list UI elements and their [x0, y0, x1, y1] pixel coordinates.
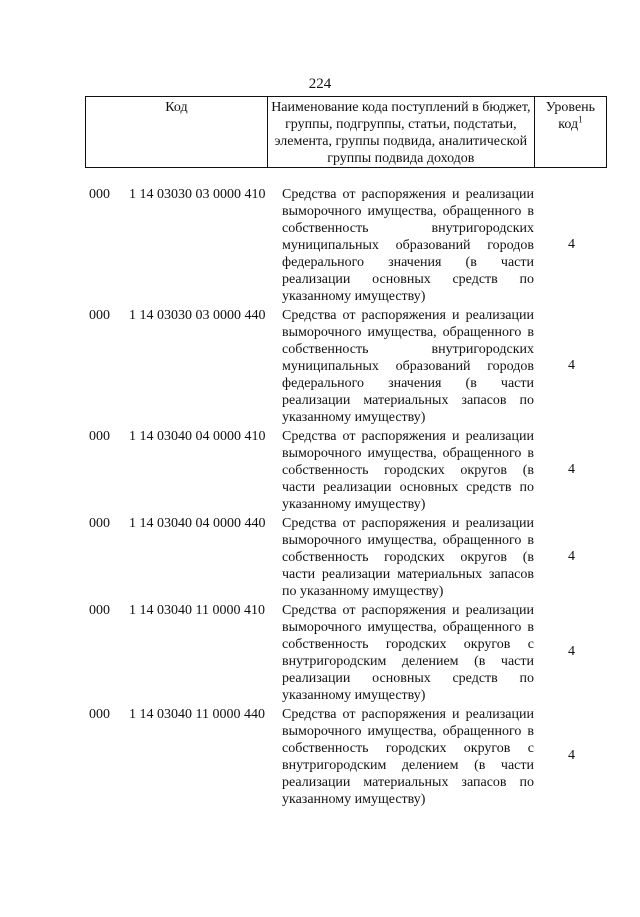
row-name	[282, 513, 534, 600]
row-name-line: по указанному имуществу)	[282, 584, 444, 599]
row-name-line: части реализации основных средств по	[282, 480, 534, 495]
row-name-line: выморочного имущества, обращенного в	[282, 446, 534, 461]
row-name-line: указанному имуществу)	[282, 410, 426, 425]
row-name-line: Средства от распоряжения и реализации	[282, 429, 534, 444]
row-name-line: собственность внутригородских	[282, 342, 534, 357]
row-name-line: выморочного имущества, обращенного в	[282, 325, 534, 340]
row-level: 4	[568, 548, 575, 564]
row-name-line: федерального значения (в части	[282, 255, 534, 270]
row-name-line: собственность городских округов с	[282, 637, 534, 652]
header-level-footnote: 1	[578, 114, 583, 125]
row-level: 4	[568, 748, 575, 763]
row-name-line: собственность внутригородских	[282, 221, 534, 236]
table-row	[85, 704, 607, 808]
row-level: 4	[568, 461, 575, 477]
row-level: 4	[568, 236, 575, 252]
table-row	[85, 600, 607, 704]
row-code: 1 14 03030 03 0000 440	[129, 308, 266, 323]
row-code-prefix: 000	[89, 603, 110, 618]
table-row	[85, 426, 607, 513]
row-name-line: Средства от распоряжения и реализации	[282, 308, 534, 323]
row-name	[282, 426, 534, 513]
row-code-prefix: 000	[89, 516, 110, 531]
table-row	[85, 184, 607, 305]
row-name-line: указанному имуществу)	[282, 688, 426, 703]
row-name-line: собственность городских округов (в	[282, 463, 534, 478]
row-name-line: федерального значения (в части	[282, 376, 534, 391]
row-name-line: Средства от распоряжения и реализации	[282, 187, 534, 202]
row-name-line: внутригородским делением (в части	[282, 654, 534, 669]
header-level	[534, 97, 606, 168]
row-name-line: реализации основных средств по	[282, 272, 534, 287]
row-name-line: Средства от распоряжения и реализации	[282, 603, 534, 618]
row-name-line: муниципальных образований городов	[282, 238, 534, 253]
row-name	[282, 600, 534, 704]
row-name-line: указанному имуществу)	[282, 497, 426, 512]
header-row	[86, 97, 607, 168]
revenue-code-list	[85, 184, 607, 808]
table-row	[85, 305, 607, 426]
row-code: 1 14 03040 04 0000 440	[129, 516, 266, 531]
row-name-line: реализации материальных запасов по	[282, 775, 534, 790]
header-code: Код	[86, 97, 268, 168]
row-name	[282, 305, 534, 426]
row-code: 1 14 03040 11 0000 440	[129, 707, 265, 722]
row-name	[282, 184, 534, 305]
row-name-line: выморочного имущества, обращенного в	[282, 533, 534, 548]
row-name-line: выморочного имущества, обращенного в	[282, 620, 534, 635]
table-row	[85, 513, 607, 600]
header-table	[85, 96, 607, 168]
row-name-line: реализации основных средств по	[282, 671, 534, 686]
header-name: Наименование кода поступлений в бюджет, группы, подгруппы, статьи, подстатьи, элемента, группы подвида, аналитической группы подвида доходов	[267, 97, 534, 168]
row-name-line: Средства от распоряжения и реализации	[282, 707, 534, 722]
row-level: 4	[568, 357, 575, 373]
row-name-line: собственность городских округов (в	[282, 550, 534, 565]
row-code-prefix: 000	[89, 308, 110, 323]
row-name-line: выморочного имущества, обращенного в	[282, 204, 534, 219]
row-code-prefix: 000	[89, 707, 110, 722]
page-number: 224	[308, 76, 332, 92]
row-name-line: указанному имуществу)	[282, 792, 426, 807]
row-name-line: указанному имуществу)	[282, 289, 426, 304]
row-code-prefix: 000	[89, 187, 110, 202]
row-name-line: муниципальных образований городов	[282, 359, 534, 374]
row-name-line: реализации материальных запасов по	[282, 393, 534, 408]
row-name-line: Средства от распоряжения и реализации	[282, 516, 534, 531]
row-code: 1 14 03030 03 0000 410	[129, 187, 266, 202]
header-level-label: Уровень код	[545, 100, 596, 132]
row-name-line: внутригородским делением (в части	[282, 758, 534, 773]
row-name-line: выморочного имущества, обращенного в	[282, 724, 534, 739]
row-level: 4	[568, 644, 575, 659]
row-name	[282, 704, 534, 808]
row-name-line: собственность городских округов с	[282, 741, 534, 756]
row-code-prefix: 000	[89, 429, 110, 444]
row-code: 1 14 03040 11 0000 410	[129, 603, 265, 618]
row-code: 1 14 03040 04 0000 410	[129, 429, 266, 444]
row-name-line: части реализации материальных запасов	[282, 567, 534, 582]
